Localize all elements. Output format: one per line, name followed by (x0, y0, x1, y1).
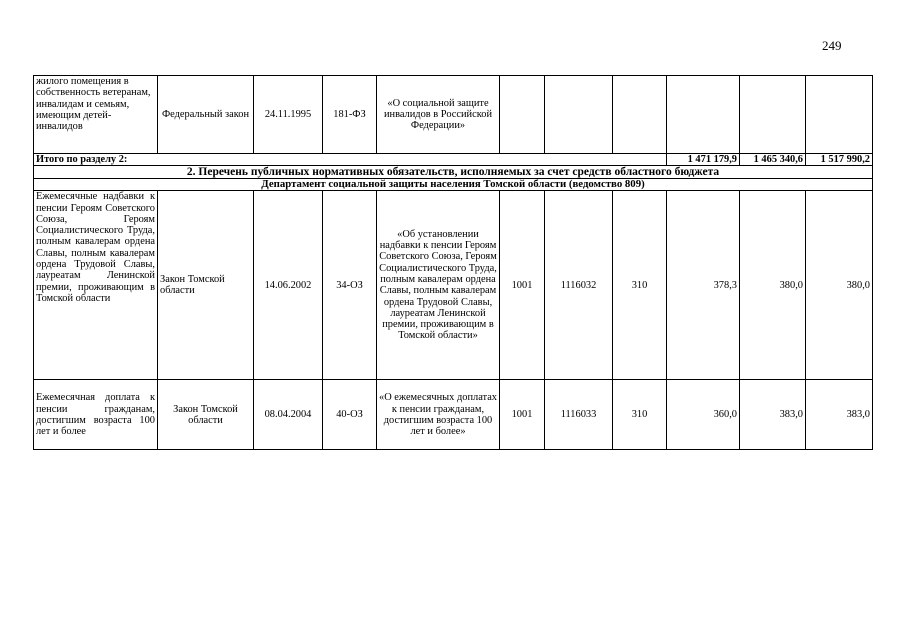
section-heading-row (34, 166, 873, 179)
table-row (34, 380, 873, 450)
cell-title: «Об установлении надбавки к пенсии Героям Советского Союза, Героям Социалистического Труда, полным кавалерам ордена Славы, полным кавалерам ордена Трудовой Славы, лауреатам Ленинской премии, проживающим в Томской области» (377, 191, 500, 380)
section-heading: 2. Перечень публичных нормативных обязательств, исполняемых за счет средств областного бюджета (34, 166, 873, 179)
cell-value-2: 383,0 (740, 380, 806, 450)
page-number: 249 (822, 38, 842, 53)
cell-description: Ежемесячная доплата к пенсии гражданам, достигшим возраста 100 лет и более (34, 380, 158, 450)
cell-value-1 (667, 76, 740, 154)
cell-doc-type: Закон Томской области (158, 191, 254, 380)
cell-date: 08.04.2004 (254, 380, 323, 450)
cell-value-3: 380,0 (806, 191, 873, 380)
cell-target: 1116033 (545, 380, 613, 450)
obligations-table (33, 75, 873, 450)
cell-date: 24.11.1995 (254, 76, 323, 154)
department-heading-row (34, 179, 873, 191)
cell-value-1: 378,3 (667, 191, 740, 380)
subtotal-value-2: 1 465 340,6 (740, 154, 806, 166)
cell-title: «О социальной защите инвалидов в Российской Федерации» (377, 76, 500, 154)
cell-section (500, 76, 545, 154)
subtotal-label: Итого по разделу 2: (34, 154, 667, 166)
cell-target: 1116032 (545, 191, 613, 380)
cell-title: «О ежемесячных доплатах к пенсии гражданам, достигшим возраста 100 лет и более» (377, 380, 500, 450)
cell-target (545, 76, 613, 154)
cell-expense-type: 310 (613, 380, 667, 450)
cell-description: Ежемесячные надбавки к пенсии Героям Советского Союза, Героям Социалистического Труда, полным кавалерам ордена Славы, полным кавалерам ордена Трудовой Славы, лауреатам Ленинской премии, проживающим в Томской области (34, 191, 158, 380)
cell-value-1: 360,0 (667, 380, 740, 450)
cell-value-2 (740, 76, 806, 154)
cell-doc-type: Закон Томской области (158, 380, 254, 450)
cell-doc-type: Федеральный закон (158, 76, 254, 154)
cell-description: жилого помещения в собственность ветеранам, инвалидам и семьям, имеющим детей-инвалидов (34, 76, 158, 154)
table-row (34, 191, 873, 380)
cell-date: 14.06.2002 (254, 191, 323, 380)
cell-value-3: 383,0 (806, 380, 873, 450)
cell-value-3 (806, 76, 873, 154)
subtotal-value-1: 1 471 179,9 (667, 154, 740, 166)
cell-expense-type: 310 (613, 191, 667, 380)
cell-number: 181-ФЗ (323, 76, 377, 154)
cell-value-2: 380,0 (740, 191, 806, 380)
table-row (34, 76, 873, 154)
cell-expense-type (613, 76, 667, 154)
subtotal-value-3: 1 517 990,2 (806, 154, 873, 166)
cell-number: 40-ОЗ (323, 380, 377, 450)
cell-section: 1001 (500, 380, 545, 450)
subtotal-row (34, 154, 873, 166)
cell-section: 1001 (500, 191, 545, 380)
department-heading: Департамент социальной защиты населения Томской области (ведомство 809) (34, 179, 873, 191)
cell-number: 34-ОЗ (323, 191, 377, 380)
